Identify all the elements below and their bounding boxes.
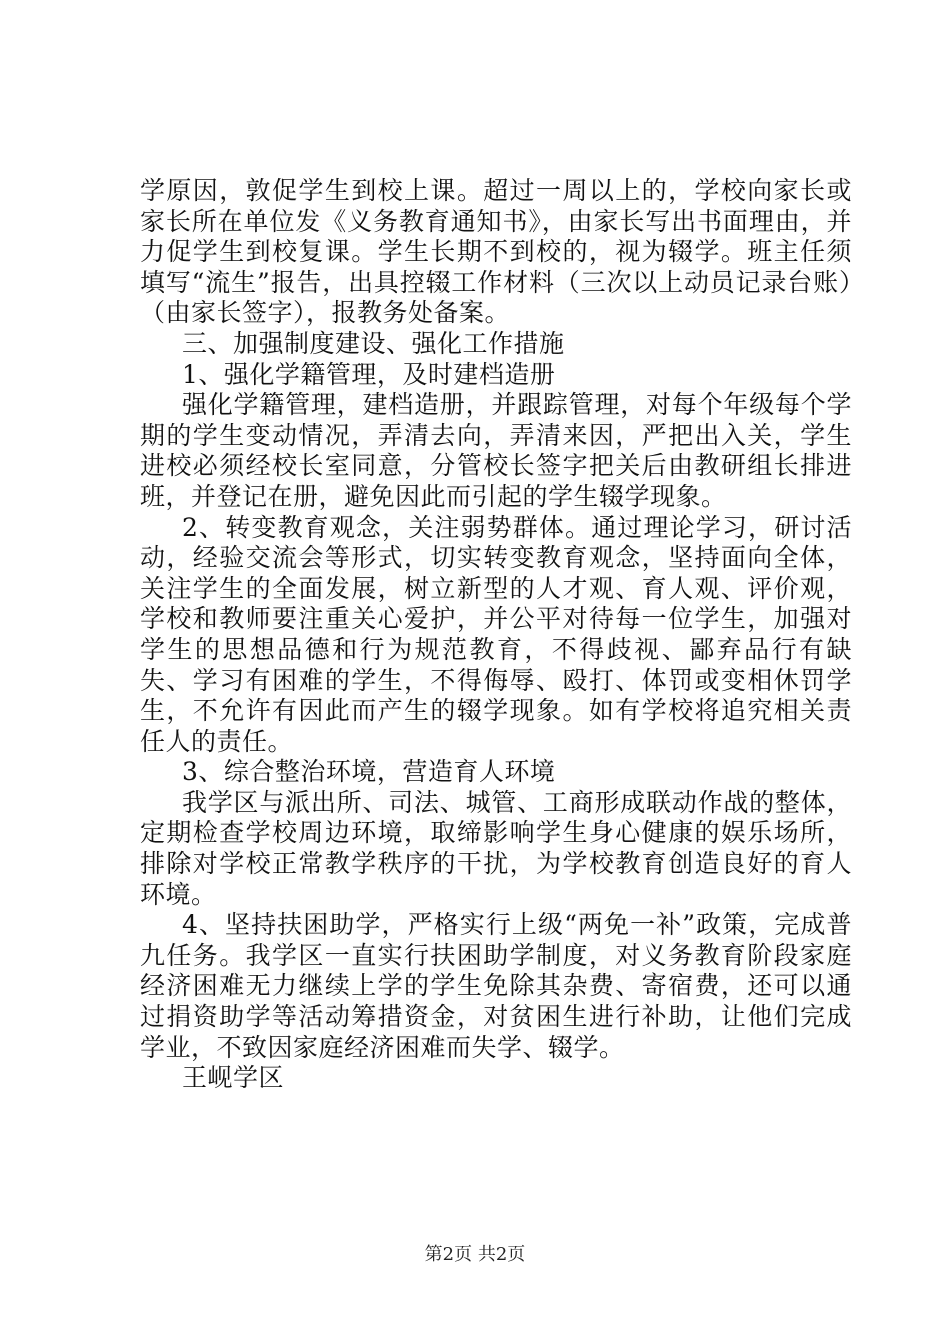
page-footer: 第2页 共2页 <box>424 1244 526 1265</box>
signature-line: 王岘学区 <box>182 1063 285 1093</box>
section-heading: 三、加强制度建设、强化工作措施 <box>182 328 565 358</box>
subsection-heading: 1、强化学籍管理，及时建档造册 <box>182 359 556 389</box>
paragraph: 强化学籍管理，建档造册，并跟踪管理，对每个年级每个学期的学生变动情况，弄清去向，弄清来因，严把出入关，学生进校必须经校长室同意，分管校长签字把关后由教研组长排进班，并登记在册，避免因此而引起的学生辍学现象。 <box>140 390 852 511</box>
subsection-heading: 3、综合整治环境，营造育人环境 <box>182 757 556 787</box>
paragraph: 学原因，敦促学生到校上课。超过一周以上的，学校向家长或家长所在单位发《义务教育通知书》，由家长写出书面理由，并力促学生到校复课。学生长期不到校的，视为辍学。班主任须填写“流生”报告，出具控辍工作材料（三次以上动员记录台账）（由家长签字），报教务处备案。 <box>140 176 852 328</box>
paragraph: 我学区与派出所、司法、城管、工商形成联动作战的整体，定期检查学校周边环境，取缔影响学生身心健康的娱乐场所，排除对学校正常教学秩序的干扰，为学校教育创造良好的育人环境。 <box>140 787 852 909</box>
paragraph: 2、转变教育观念，关注弱势群体。通过理论学习，研讨活动，经验交流会等形式，切实转变教育观念，坚持面向全体，关注学生的全面发展，树立新型的人才观、育人观、评价观，学校和教师要注重关心爱护，并公平对待每一位学生，加强对学生的思想品德和行为规范教育，不得歧视、鄙弃品行有缺失、学习有困难的学生，不得侮辱、殴打、体罚或变相休罚学生，不允许有因此而产生的辍学现象。如有学校将追究相关责任人的责任。 <box>140 512 852 756</box>
document-body <box>140 176 852 1094</box>
paragraph: 4、坚持扶困助学，严格实行上级“两免一补”政策，完成普九任务。我学区一直实行扶困助学制度，对义务教育阶段家庭经济困难无力继续上学的学生免除其杂费、寄宿费，还可以通过捐资助学等活动筹措资金，对贫困生进行补助，让他们完成学业，不致因家庭经济困难而失学、辍学。 <box>140 910 852 1062</box>
